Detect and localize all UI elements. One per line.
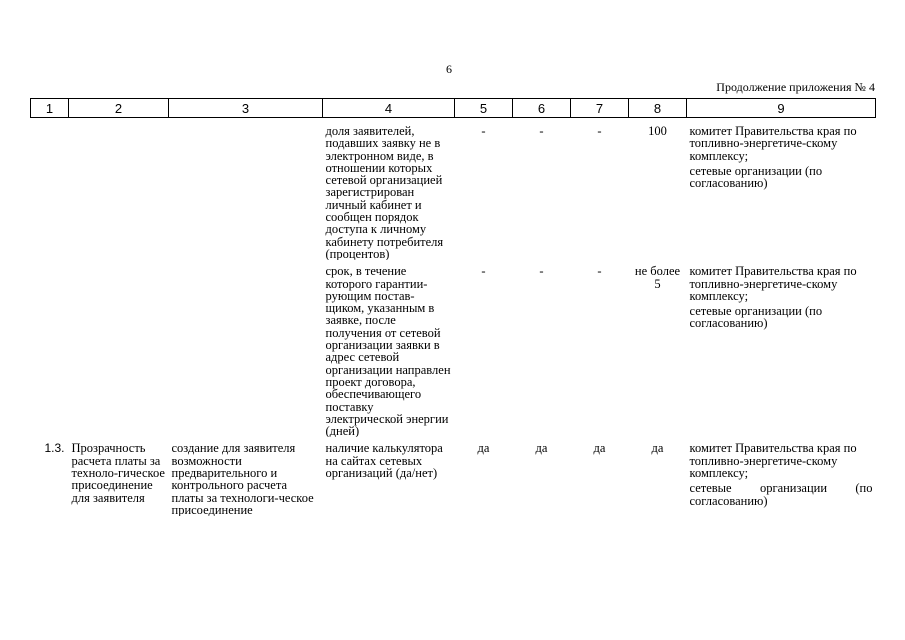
row-value-7: - <box>597 124 602 138</box>
row-measure <box>169 260 323 437</box>
row-responsible <box>687 260 876 437</box>
row-value-5: - <box>481 264 486 279</box>
column-header-8: 8 <box>629 99 687 118</box>
row-name <box>69 118 169 261</box>
row-measure: создание для заявителя возможности предварительного и контрольного расчета платы за технологи-ческое присоединение <box>171 441 314 517</box>
row-value-8: 100 <box>648 124 667 138</box>
column-header-9: 9 <box>687 99 876 118</box>
table-row <box>31 437 876 516</box>
row-value-8: да <box>651 441 664 456</box>
column-header-4: 4 <box>323 99 455 118</box>
row-name: Прозрачность расчета платы за техноло-гическое присоединение для заявителя <box>71 441 165 505</box>
appendix-continuation-note: Продолжение приложения № 4 <box>716 80 875 94</box>
row-value-7: - <box>597 264 602 279</box>
row-value-7: да <box>593 441 606 456</box>
table-row <box>31 260 876 437</box>
row-value-6: - <box>539 124 544 138</box>
responsible-network-orgs: сетевые организации (по согласованию) <box>689 304 823 331</box>
column-header-5: 5 <box>455 99 513 118</box>
column-header-6: 6 <box>513 99 571 118</box>
row-number <box>31 118 69 261</box>
row-responsible <box>687 118 876 261</box>
row-responsible <box>687 437 876 516</box>
row-value-5: да <box>477 441 490 456</box>
row-name <box>69 260 169 437</box>
page-number: 6 <box>446 62 452 76</box>
row-value-5: - <box>481 124 486 138</box>
responsible-network-orgs: сетевые организации (по согласованию) <box>689 481 873 508</box>
row-indicator: доля заявителей, подавших заявку не в электронном виде, в отношении которых сетевой организацией зарегистрирован личный кабинет и сообщен порядок доступа к личному кабинету потребителя (процентов) <box>325 124 444 261</box>
row-measure <box>169 118 323 261</box>
column-header-2: 2 <box>69 99 169 118</box>
row-value-6: да <box>535 441 548 456</box>
responsible-network-orgs: сетевые организации (по согласованию) <box>689 163 823 191</box>
table-row <box>31 118 876 261</box>
row-number <box>31 260 69 437</box>
measures-table <box>30 98 876 516</box>
column-number-header-row <box>31 99 876 118</box>
column-header-1: 1 <box>31 99 69 118</box>
row-indicator: наличие калькулятора на сайтах сетевых организаций (да/нет) <box>325 441 443 481</box>
responsible-committee: комитет Правительства края по топливно-энергетиче-скому комплексу; <box>689 124 857 163</box>
row-value-8: не более 5 <box>634 264 681 291</box>
column-header-7: 7 <box>571 99 629 118</box>
column-header-3: 3 <box>169 99 323 118</box>
row-number: 1.3. <box>44 441 65 456</box>
responsible-committee: комитет Правительства края по топливно-энергетиче-скому комплексу; <box>689 441 857 481</box>
row-indicator: срок, в течение которого гарантии-рующим постав-щиком, указанным в заявке, после получения от сетевой организации заявки в адрес сетевой организации направлен проект договора, обеспечивающего поставку электрической энергии (дней) <box>325 264 451 438</box>
row-value-6: - <box>539 264 544 279</box>
responsible-committee: комитет Правительства края по топливно-энергетиче-скому комплексу; <box>689 264 857 303</box>
